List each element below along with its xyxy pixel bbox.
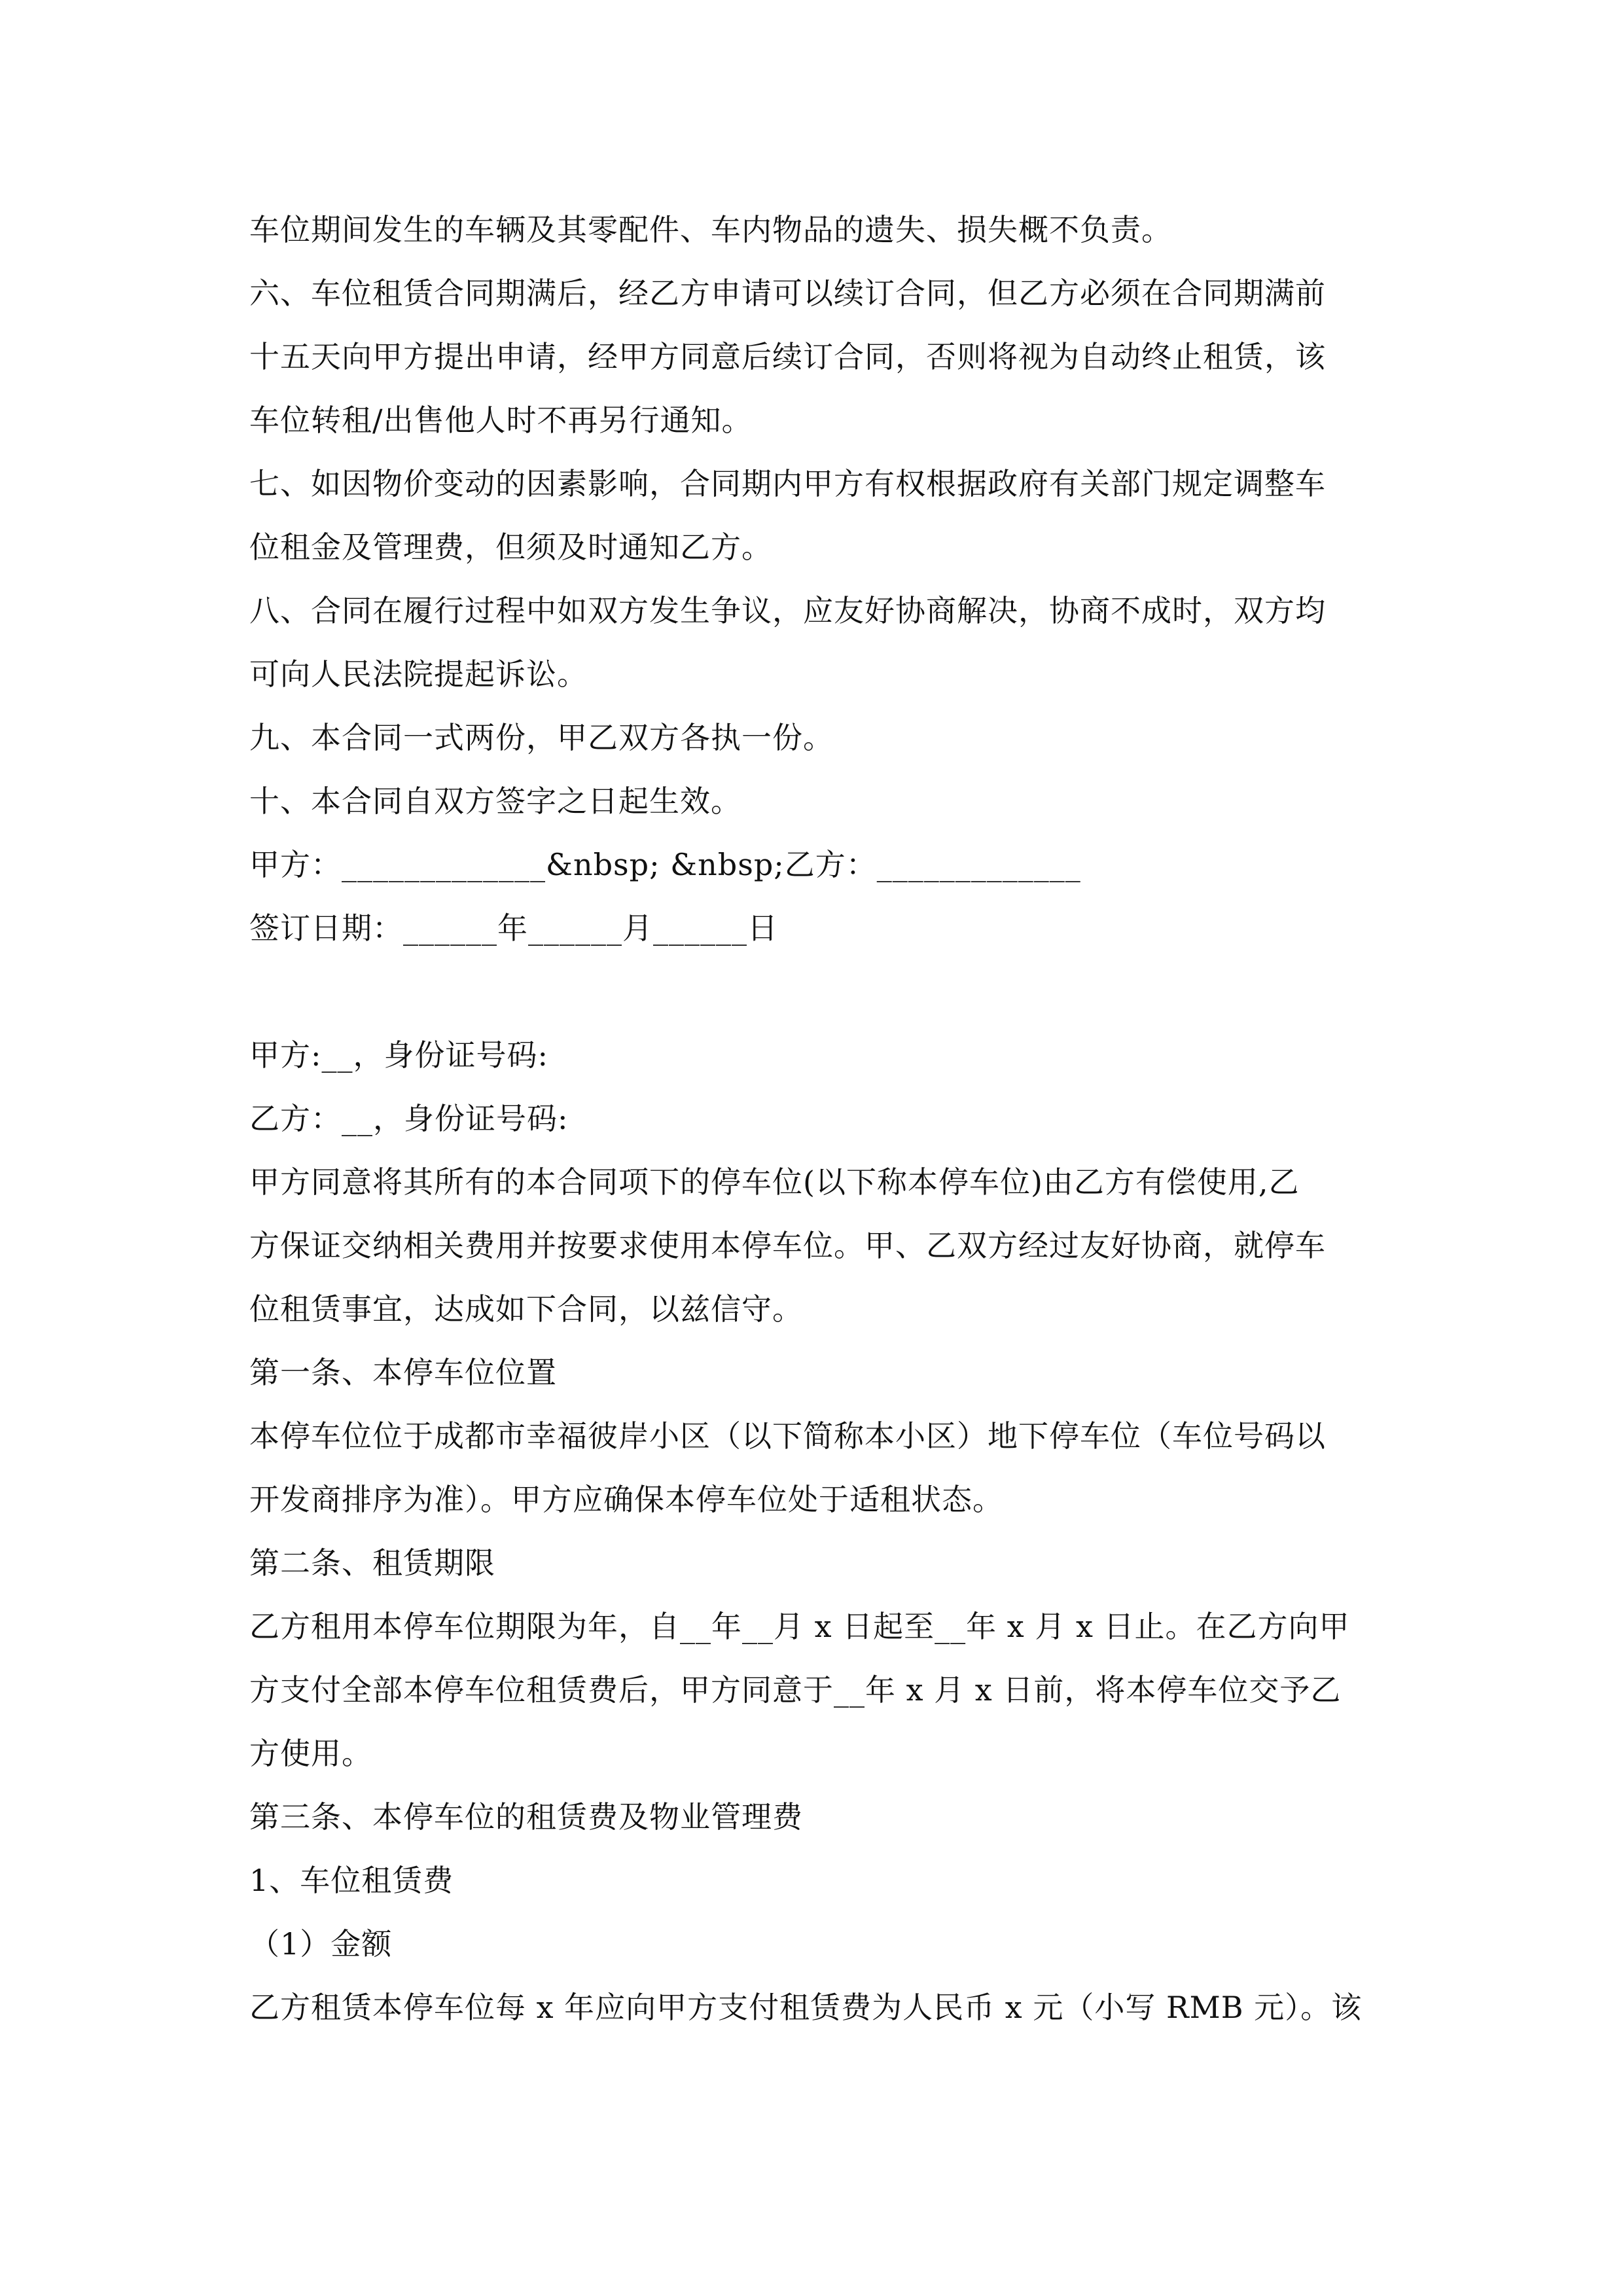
party-a-line: 甲方:__，身份证号码:: [249, 1037, 548, 1073]
text-line: 方保证交纳相关费用并按要求使用本停车位。甲、乙双方经过友好协商，就停车: [249, 1228, 1326, 1263]
text-line: 本停车位位于成都市幸福彼岸小区（以下简称本小区）地下停车位（车位号码以: [249, 1418, 1326, 1454]
text-line: 乙方租赁本停车位每 x 年应向甲方支付租赁费为人民币 x 元（小写 RMB 元）。该: [249, 1990, 1363, 2025]
text-line: 六、车位租赁合同期满后，经乙方申请可以续订合同，但乙方必须在合同期满前: [249, 276, 1326, 311]
text-line: 开发商排序为准）。甲方应确保本停车位处于适租状态。: [249, 1482, 1003, 1517]
sub-heading: 1、车位租赁费: [249, 1863, 454, 1898]
text-line: 十五天向甲方提出申请，经甲方同意后续订合同，否则将视为自动终止租赁，该: [249, 339, 1326, 374]
text-line: 七、如因物价变动的因素影响，合同期内甲方有权根据政府有关部门规定调整车: [249, 466, 1326, 501]
text-line: 位租金及管理费，但须及时通知乙方。: [249, 529, 772, 565]
text-line: 乙方租用本停车位期限为年，自__年__月 x 日起至__年 x 月 x 日止。在乙方向甲: [249, 1609, 1350, 1644]
text-line: 方支付全部本停车位租赁费后，甲方同意于__年 x 月 x 日前，将本停车位交予乙: [249, 1672, 1342, 1708]
text-line: 八、合同在履行过程中如双方发生争议，应友好协商解决，协商不成时，双方均: [249, 593, 1326, 628]
text-line: 位租赁事宜，达成如下合同，以兹信守。: [249, 1291, 803, 1327]
text-line: 九、本合同一式两份，甲乙双方各执一份。: [249, 720, 834, 755]
article-heading: 第一条、本停车位位置: [249, 1355, 557, 1390]
text-line: 方使用。: [249, 1736, 372, 1771]
text-line: 车位转租/出售他人时不再另行通知。: [249, 403, 753, 438]
article-heading: 第二条、租赁期限: [249, 1545, 495, 1581]
article-heading: 第三条、本停车位的租赁费及物业管理费: [249, 1799, 803, 1835]
sub-heading: （1）金额: [249, 1926, 393, 1962]
text-line: 可向人民法院提起诉讼。: [249, 656, 588, 692]
signature-line: 甲方：_____________&nbsp; &nbsp;乙方：_____________: [249, 847, 1081, 882]
sign-date-line: 签订日期：______年______月______日: [249, 910, 778, 946]
text-line: 十、本合同自双方签字之日起生效。: [249, 783, 741, 819]
text-line: 甲方同意将其所有的本合同项下的停车位(以下称本停车位)由乙方有偿使用,乙: [249, 1164, 1300, 1200]
party-b-line: 乙方：__，身份证号码:: [249, 1101, 569, 1136]
text-line: 车位期间发生的车辆及其零配件、车内物品的遗失、损失概不负责。: [249, 212, 1172, 247]
